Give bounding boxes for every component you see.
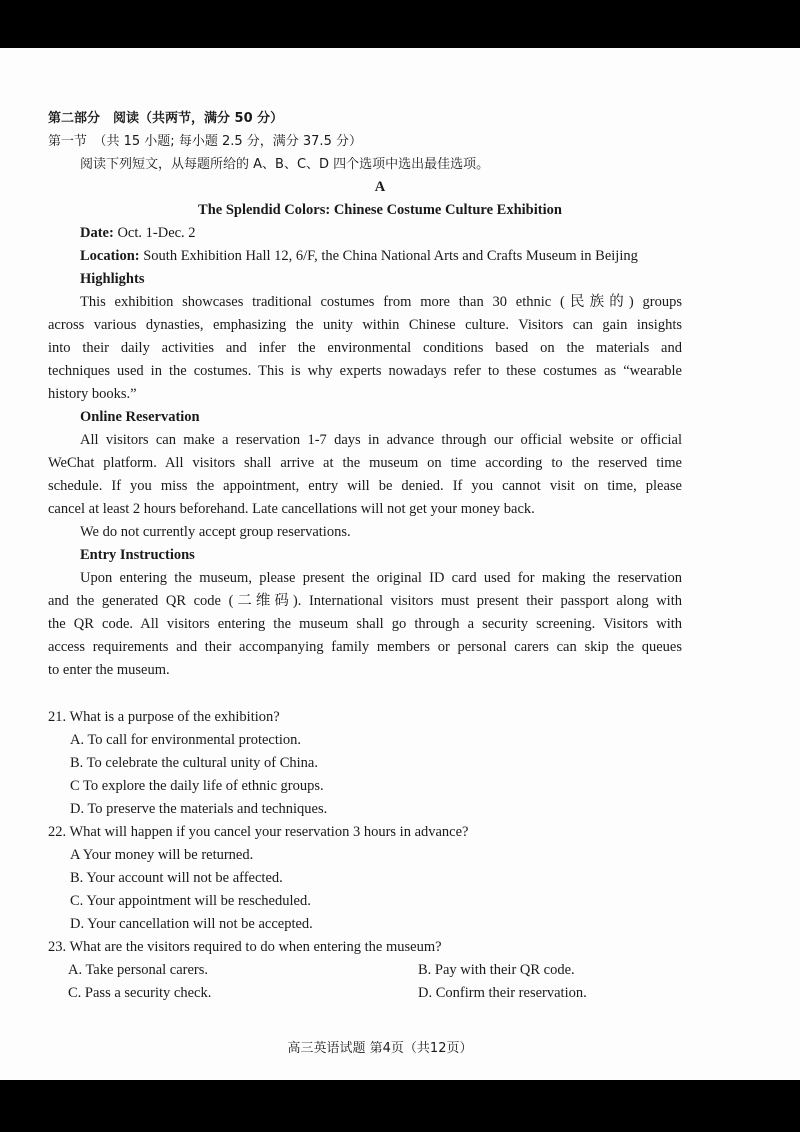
question-21-option-c: C To explore the daily life of ethnic groups.	[70, 778, 324, 794]
question-23-option-c: C. Pass a security check.	[68, 985, 212, 1001]
highlights-line: history books.”	[48, 386, 137, 402]
question-21-option-a: A. To call for environmental protection.	[70, 732, 302, 748]
question-22-stem: 22. What will happen if you cancel your reservation 3 hours in advance?	[48, 824, 469, 840]
page-footer: 高三英语试题 第4页（共12页）	[287, 1041, 473, 1056]
question-23-option-d: D. Confirm their reservation.	[418, 985, 587, 1001]
reservation-line: schedule. If you miss the appointment, entry will be denied. If you cannot visit on time, please	[48, 478, 682, 494]
question-22-option-b: B. Your account will not be affected.	[70, 870, 283, 886]
entry-line: access requirements and their accompanying family members or personal carers can skip the queues	[48, 639, 682, 655]
location-label: Location:	[80, 248, 140, 264]
date-value: Oct. 1-Dec. 2	[113, 225, 196, 241]
date-line	[80, 224, 196, 242]
entry-line: to enter the museum.	[48, 662, 170, 678]
entry-line: the QR code. All visitors entering the museum shall go through a security screening. Visitors with	[48, 616, 682, 632]
entry-heading: Entry Instructions	[80, 547, 195, 563]
question-22-option-d: D. Your cancellation will not be accepted.	[70, 916, 313, 932]
section-heading: 第一节 （共 15 小题; 每小题 2.5 分，满分 37.5 分）	[48, 134, 362, 149]
highlights-line: techniques used in the costumes. This is why experts nowadays refer to these costumes as “wearable	[48, 363, 682, 379]
question-21-stem: 21. What is a purpose of the exhibition?	[48, 709, 280, 725]
question-22-option-a: A Your money will be returned.	[70, 847, 254, 863]
entry-line: and the generated QR code (二维码). International visitors must present their passport along with	[48, 593, 682, 609]
question-21-option-b: B. To celebrate the cultural unity of China.	[70, 755, 318, 771]
highlights-line: This exhibition showcases traditional costumes from more than 30 ethnic (民族的) groups	[80, 294, 682, 310]
question-21-option-d: D. To preserve the materials and techniques.	[70, 801, 328, 817]
part-heading: 第二部分 阅读（共两节，满分 50 分）	[48, 111, 284, 126]
highlights-line: across various dynasties, emphasizing the unity within Chinese culture. Visitors can gain insights	[48, 317, 682, 333]
location-value: South Exhibition Hall 12, 6/F, the China National Arts and Crafts Museum in Beijing	[139, 248, 638, 264]
passage-letter: A	[374, 179, 386, 195]
location-line	[80, 247, 638, 265]
entry-line: Upon entering the museum, please present the original ID card used for making the reservation	[80, 570, 682, 586]
reservation-heading: Online Reservation	[80, 409, 200, 425]
highlights-line: into their daily activities and infer the environmental conditions based on the materials and	[48, 340, 682, 356]
exam-page	[0, 48, 800, 1080]
question-23-option-b: B. Pay with their QR code.	[418, 962, 575, 978]
highlights-heading: Highlights	[80, 271, 145, 287]
question-22-option-c: C. Your appointment will be rescheduled.	[70, 893, 311, 909]
reservation-line: WeChat platform. All visitors shall arrive at the museum on time according to the reserved time	[48, 455, 682, 471]
date-label: Date:	[80, 225, 114, 241]
group-note: We do not currently accept group reservations.	[80, 524, 351, 540]
question-23-stem: 23. What are the visitors required to do when entering the museum?	[48, 939, 442, 955]
reservation-line: All visitors can make a reservation 1-7 days in advance through our official website or official	[80, 432, 682, 448]
reservation-line: cancel at least 2 hours beforehand. Late cancellations will not get your money back.	[48, 501, 535, 517]
instruction: 阅读下列短文，从每题所给的 A、B、C、D 四个选项中选出最佳选项。	[80, 157, 490, 172]
question-23-option-a: A. Take personal carers.	[68, 962, 209, 978]
passage-title: The Splendid Colors: Chinese Costume Culture Exhibition	[198, 202, 562, 218]
